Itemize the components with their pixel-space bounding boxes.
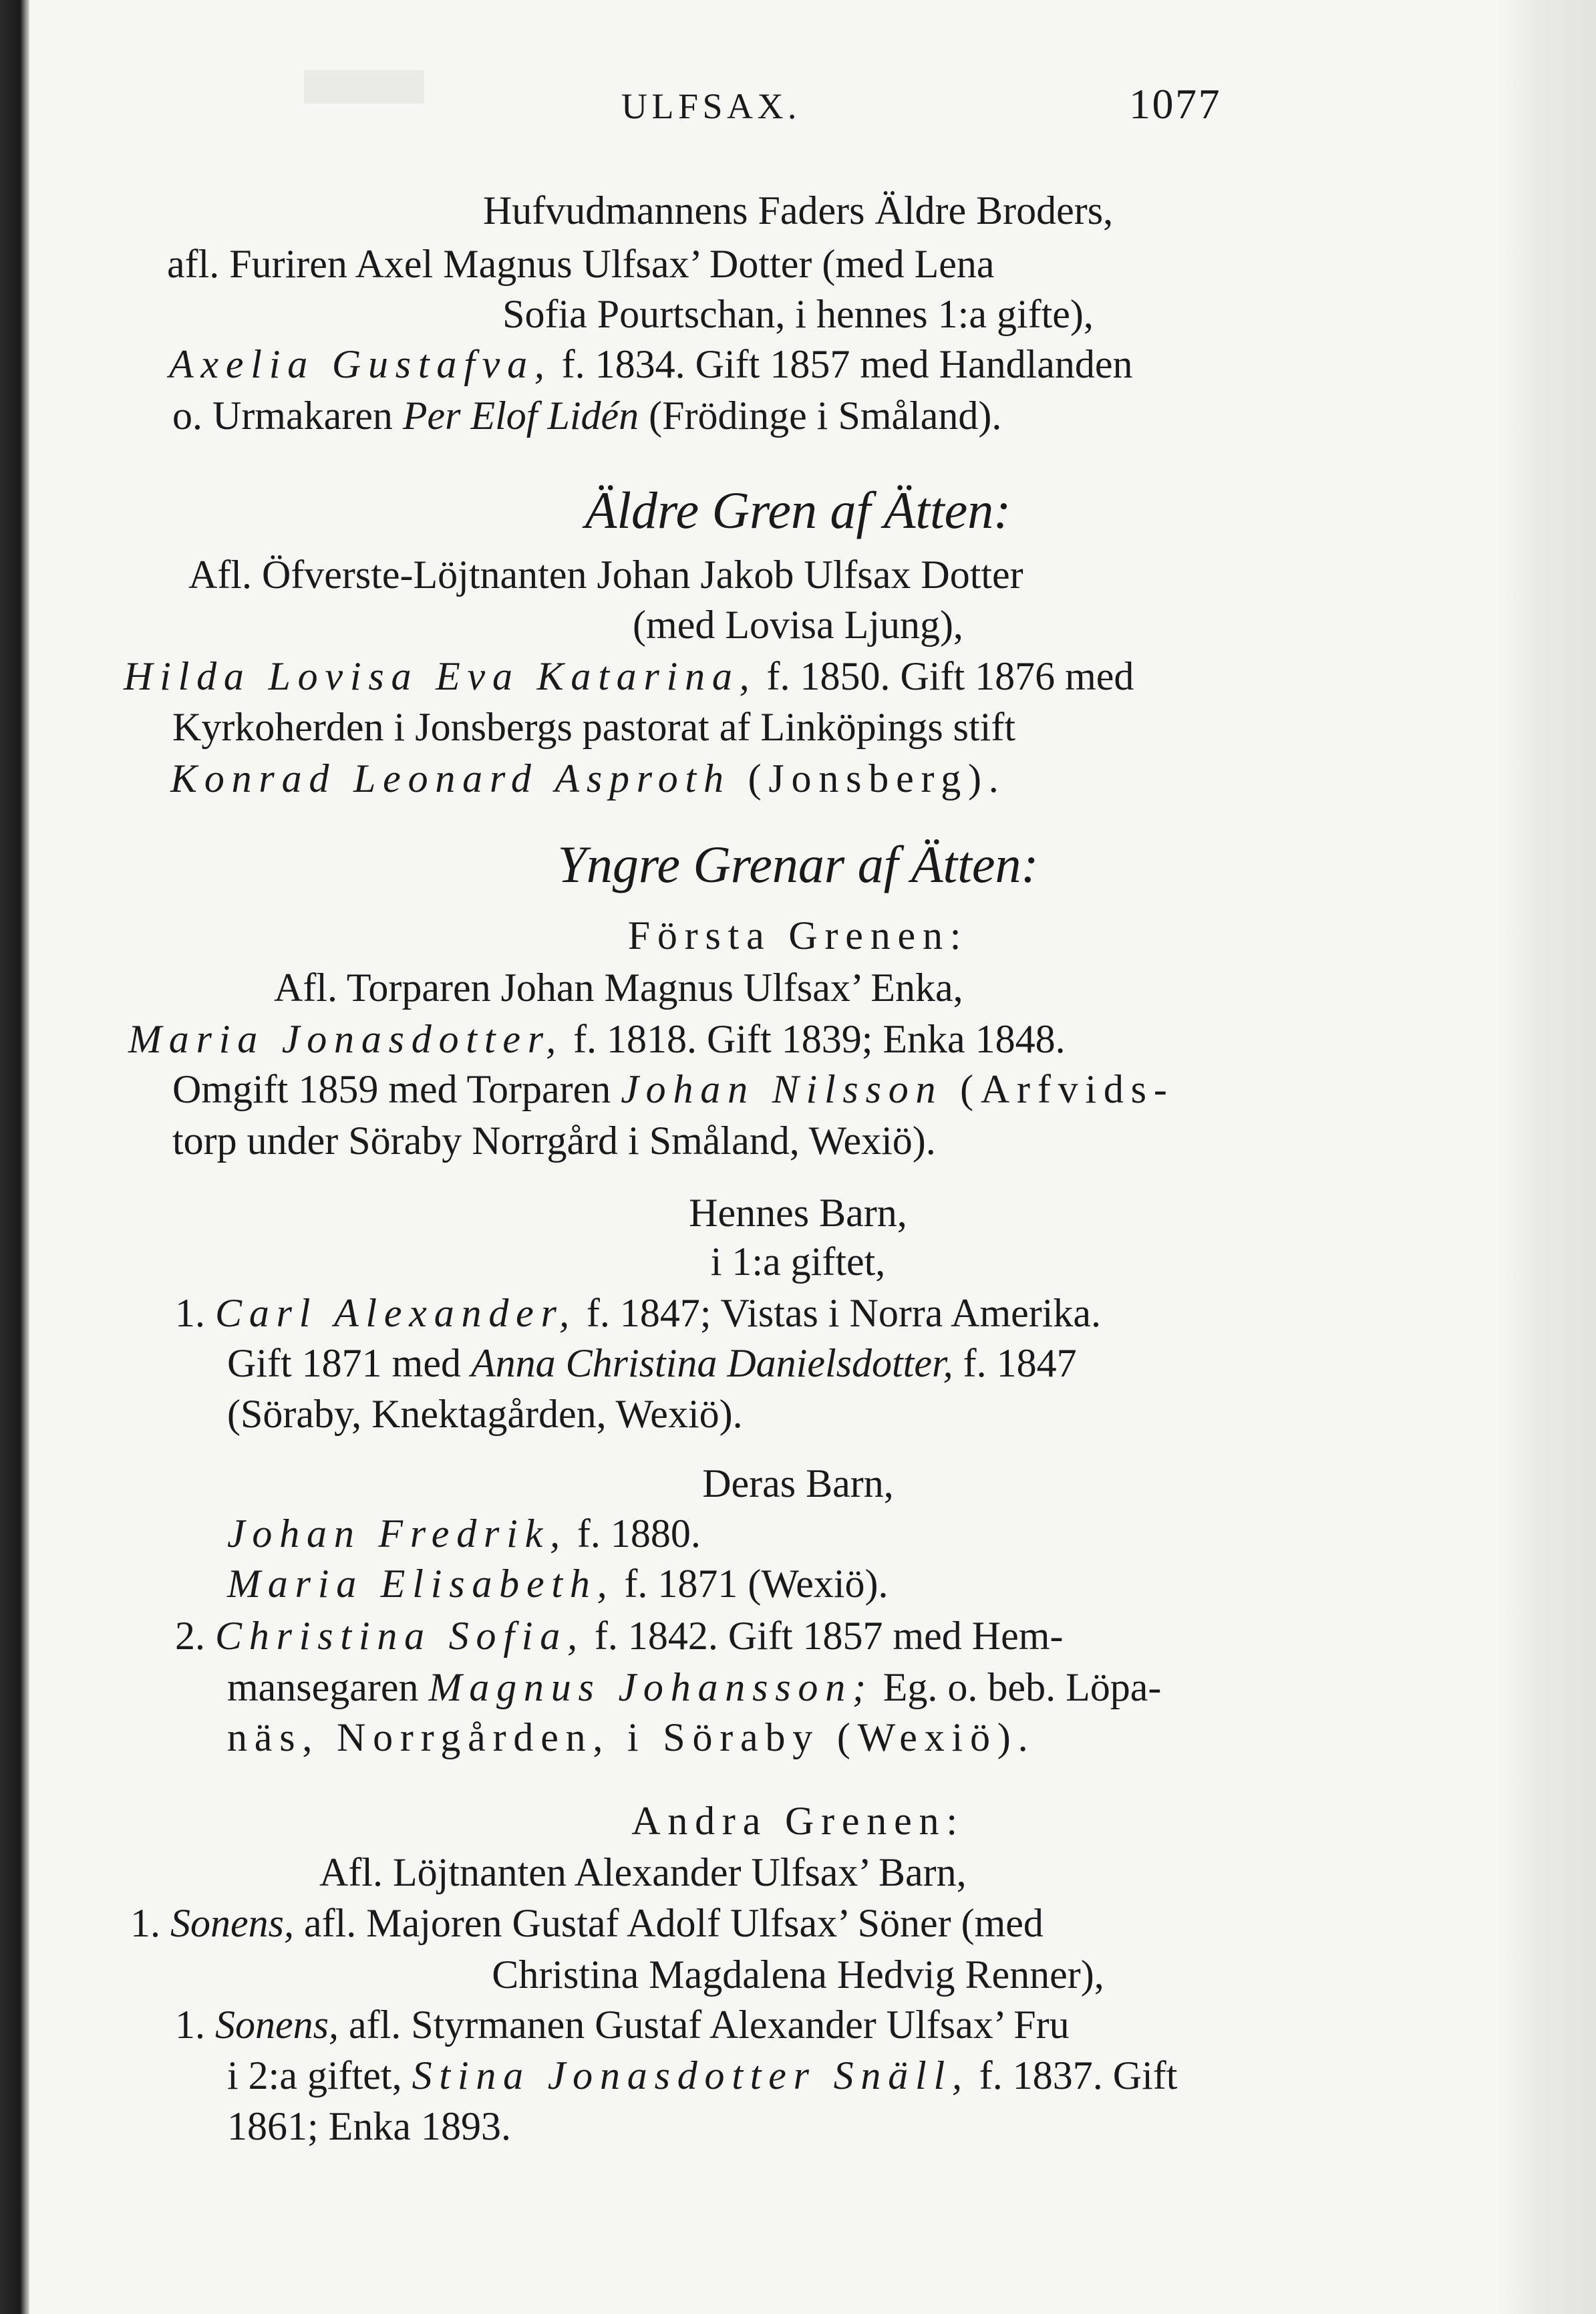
text-line: Afl. Torparen Johan Magnus Ulfsax’ Enka, <box>274 966 963 1010</box>
page-number: 1077 <box>1129 80 1222 128</box>
text-line: Gift 1871 med Anna Christina Danielsdotter, f. 1847 <box>227 1341 1077 1385</box>
text-line: Hennes Barn, <box>689 1191 907 1235</box>
list-item: 1. Sonens, afl. Styrmanen Gustaf Alexander Ulfsax’ Fru <box>175 2003 1070 2047</box>
text-line: i 1:a giftet, <box>710 1240 886 1284</box>
text-line: Christina Magdalena Hedvig Renner), <box>492 1953 1104 1997</box>
text-line: o. Urmakaren Per Elof Lidén (Frödinge i Småland). <box>172 394 1002 438</box>
bleed-through-mark <box>304 70 424 104</box>
text-line: mansegaren Magnus Johansson; Eg. o. beb. Löpa- <box>227 1665 1162 1709</box>
text-line: Afl. Löjtnanten Alexander Ulfsax’ Barn, <box>319 1850 967 1894</box>
text-line: (Söraby, Knektagården, Wexiö). <box>227 1392 743 1436</box>
text-line: afl. Furiren Axel Magnus Ulfsax’ Dotter (med Lena <box>167 242 995 286</box>
text-line: i 2:a giftet, Stina Jonasdotter Snäll, f. 1837. Gift <box>227 2053 1178 2098</box>
section-heading: Yngre Grenar af Ätten: <box>557 835 1039 893</box>
list-item: 2. Christina Sofia, f. 1842. Gift 1857 med Hem- <box>175 1614 1064 1658</box>
subsection-heading: Andra Grenen: <box>631 1799 965 1843</box>
text-line: (med Lovisa Ljung), <box>633 603 963 647</box>
text-line: Deras Barn, <box>702 1461 894 1505</box>
list-item: 1. Carl Alexander, f. 1847; Vistas i Norra Amerika. <box>175 1291 1102 1335</box>
text-line: Maria Elisabeth, f. 1871 (Wexiö). <box>227 1562 889 1606</box>
text-line: Axelia Gustafva, f. 1834. Gift 1857 med Handlanden <box>169 342 1133 386</box>
text-line: Kyrkoherden i Jonsbergs pastorat af Linköpings stift <box>172 705 1016 749</box>
text-line: 1861; Enka 1893. <box>227 2104 511 2148</box>
text-line: Sofia Pourtschan, i hennes 1:a gifte), <box>502 292 1094 336</box>
text-line: Hufvudmannens Faders Äldre Broders, <box>482 188 1114 233</box>
text-line: Maria Jonasdotter, f. 1818. Gift 1839; Enka 1848. <box>128 1017 1066 1061</box>
text-line: Omgift 1859 med Torparen Johan Nilsson (Arfvids- <box>172 1067 1174 1111</box>
text-line: Konrad Leonard Asproth (Jonsberg). <box>170 756 1006 801</box>
running-title: ULFSAX. <box>621 86 801 126</box>
text-line: Hilda Lovisa Eva Katarina, f. 1850. Gift 1876 med <box>124 654 1134 698</box>
list-item: 1. Sonens, afl. Majoren Gustaf Adolf Ulfsax’ Söner (med <box>130 1901 1044 1945</box>
text-line: näs, Norrgården, i Söraby (Wexiö). <box>227 1715 1035 1759</box>
text-line: Johan Fredrik, f. 1880. <box>227 1511 701 1556</box>
subsection-heading: Första Grenen: <box>627 913 969 958</box>
text-line: torp under Söraby Norrgård i Småland, Wexiö). <box>172 1119 936 1163</box>
section-heading: Äldre Gren af Ätten: <box>585 481 1011 539</box>
text-line: Afl. Öfverste-Löjtnanten Johan Jakob Ulfsax Dotter <box>188 553 1023 597</box>
